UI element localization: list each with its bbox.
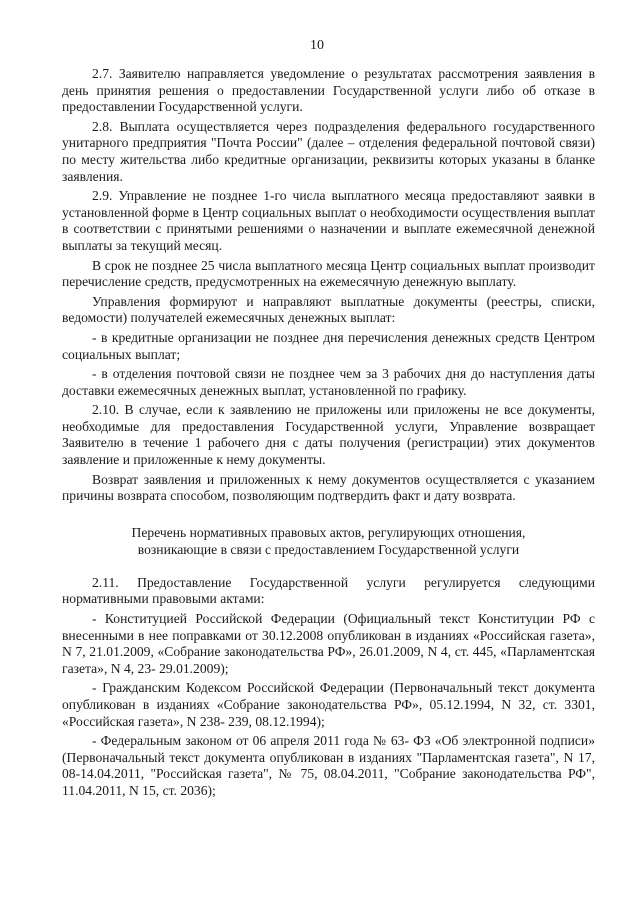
list-item-electronic-signature-law: - Федеральным законом от 06 апреля 2011 года № 63- ФЗ «Об электронной подписи» (Первоначальный текст документа опубликован в изданиях "Парламентская газета", N 17, 08-14.04.2011, "Российская газета", № 75, 08.04.2011, "Собрание законодательства РФ", 11.04.2011, N 15, ст. 2036); <box>62 733 595 798</box>
list-item-constitution: - Конституцией Российской Федерации (Официальный текст Конституции РФ с внесенными в нее поправками от 30.12.2008 опубликован в изданиях «Российская газета», N 7, 21.01.2009, «Собрание законодательства РФ», 26.01.2009, N 4, ст. 445, «Парламентская газета», N 4, 23- 29.01.2009); <box>62 611 595 676</box>
paragraph-2-9: 2.9. Управление не позднее 1-го числа выплатного месяца предоставляют заявки в установленной форме в Центр социальных выплат о необходимости осуществления выплат в соответствии с принятыми решениями о назначении и выплате ежемесячной денежной выплаты за текущий месяц. <box>62 188 595 253</box>
section-heading-line-1: Перечень нормативных правовых актов, регулирующих отношения, <box>131 524 526 540</box>
paragraph-payment-deadline: В срок не позднее 25 числа выплатного месяца Центр социальных выплат производит перечисление средств, предусмотренных на ежемесячную денежную выплату. <box>62 257 595 290</box>
section-heading <box>62 524 595 558</box>
paragraph-return-of-application: Возврат заявления и приложенных к нему документов осуществляется с указанием причины возврата способом, позволяющим подтвердить факт и дату возврата. <box>62 471 595 504</box>
paragraph-2-10: 2.10. В случае, если к заявлению не приложены или приложены не все документы, необходимые для предоставления Государственной услуги, Управление возвращает Заявителю в течение 1 рабочего дня с даты получения (регистрации) этих документов заявление и приложенные к нему документы. <box>62 402 595 468</box>
paragraph-2-11: 2.11. Предоставление Государственной услуги регулируется следующими нормативными правовыми актами: <box>62 574 595 607</box>
list-item-postal-offices: - в отделения почтовой связи не позднее чем за 3 рабочих дня до наступления даты доставки ежемесячных денежных выплат, установленной по графику. <box>62 366 595 398</box>
page-number: 10 <box>310 38 324 53</box>
page-content <box>62 66 595 803</box>
paragraph-payment-documents: Управления формируют и направляют выплатные документы (реестры, списки, ведомости) получателей ежемесячных денежных выплат: <box>62 293 595 326</box>
section-heading-line-2: возникающие в связи с предоставлением Государственной услуги <box>137 541 520 557</box>
list-item-civil-code: - Гражданским Кодексом Российской Федерации (Первоначальный текст документа опубликован в изданиях «Собрание законодательства РФ», 05.12.1994, N 32, ст. 3301, «Российская газета», N 238- 239, 08.12.1994); <box>62 680 595 729</box>
paragraph-2-7: 2.7. Заявителю направляется уведомление о результатах рассмотрения заявления в день принятия решения о предоставлении Государственной услуги либо об отказе в предоставлении Государственной услуги. <box>62 66 595 115</box>
list-item-credit-organizations: - в кредитные организации не позднее дня перечисления денежных средств Центром социальных выплат; <box>62 329 595 362</box>
paragraph-2-8: 2.8. Выплата осуществляется через подразделения федерального государственного унитарного предприятия "Почта России" (далее – отделения федеральной почтовой связи) по месту жительства либо кредитные организации, реквизиты которых указаны в бланке заявления. <box>62 118 595 184</box>
